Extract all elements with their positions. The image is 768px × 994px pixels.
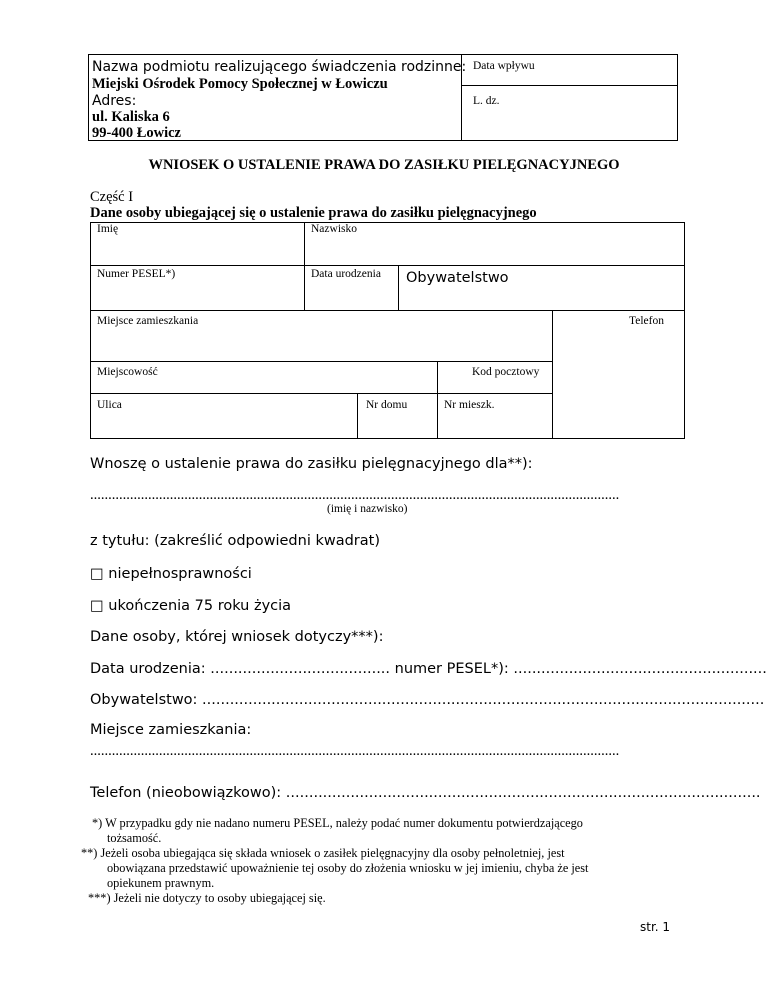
option-disability-checkbox[interactable]: □ niepełnosprawności [90, 566, 252, 582]
part-heading: Dane osoby ubiegającej się o ustalenie prawa do zasiłku pielęgnacyjnego [90, 205, 537, 221]
footnote-1: *) W przypadku gdy nie nadano numeru PESEL, należy podać numer dokumentu potwierdzającego [92, 816, 583, 830]
table-vline [552, 310, 553, 439]
footnote-1-cont: tożsamość. [107, 831, 162, 845]
address-label: Adres: [92, 93, 137, 109]
table-hline [90, 393, 552, 394]
address-city: 99-400 Łowicz [92, 125, 181, 141]
residence-dots-line[interactable]: .................................................................................................................................................. [90, 743, 620, 759]
person-data-intro: Dane osoby, której wniosek dotyczy***): [90, 629, 384, 645]
table-vline [398, 265, 399, 310]
date-received-label: Data wpływu [473, 60, 535, 72]
street-label: Ulica [97, 399, 122, 411]
pesel-label: Numer PESEL*) [97, 268, 176, 280]
postal-code-label: Kod pocztowy [472, 366, 540, 378]
address-street: ul. Kaliska 6 [92, 109, 170, 125]
registration-divider [461, 85, 678, 86]
residence-line-label: Miejsce zamieszkania: [90, 722, 252, 738]
footnote-2-cont: opiekunem prawnym. [107, 876, 215, 890]
table-vline [304, 222, 305, 310]
name-dots-line[interactable]: .................................................................................................................................................. [90, 487, 620, 503]
entity-name: Miejski Ośrodek Pomocy Społecznej w Łowiczu [92, 76, 388, 92]
part-label: Część I [90, 189, 134, 205]
reason-intro: z tytułu: (zakreślić odpowiedni kwadrat) [90, 533, 380, 549]
footnote-2: **) Jeżeli osoba ubiegająca się składa wniosek o zasiłek pielęgnacyjny dla osoby pełnoletniej, jest [81, 846, 565, 860]
residence-label: Miejsce zamieszkania [97, 315, 199, 327]
reg-number-label: L. dz. [473, 95, 500, 107]
phone-line[interactable]: Telefon (nieobowiązkowo): ....................................................................................................... [90, 785, 761, 801]
page-number: str. 1 [640, 920, 671, 934]
form-title: WNIOSEK O USTALENIE PRAWA DO ZASIŁKU PIELĘGNACYJNEGO [148, 157, 620, 173]
option-age-checkbox[interactable]: □ ukończenia 75 roku życia [90, 598, 292, 614]
locality-label: Miejscowość [97, 366, 158, 378]
flat-no-label: Nr mieszk. [444, 399, 495, 411]
citizenship-label: Obywatelstwo [406, 270, 509, 286]
citizenship-line[interactable]: Obywatelstwo: .......................................................................................................................... [90, 692, 765, 708]
table-hline [90, 361, 552, 362]
last-name-label: Nazwisko [311, 223, 357, 235]
table-vline [357, 393, 358, 439]
footnote-2-cont: obowiązana przedstawić upoważnienie tej osoby do złożenia wniosku w jej imieniu, chyba że jest [107, 861, 589, 875]
table-hline [90, 265, 685, 266]
phone-label: Telefon [629, 315, 664, 327]
table-vline [437, 361, 438, 439]
entity-label: Nazwa podmiotu realizującego świadczenia rodzinne: [92, 59, 467, 75]
birth-pesel-line[interactable]: Data urodzenia: ....................................... numer PESEL*): ....................................................... [90, 661, 767, 677]
name-caption: (imię i nazwisko) [327, 503, 408, 515]
request-intro: Wnoszę o ustalenie prawa do zasiłku pielęgnacyjnego dla**): [90, 456, 533, 472]
table-hline [90, 310, 685, 311]
house-no-label: Nr domu [366, 399, 408, 411]
first-name-label: Imię [97, 223, 119, 235]
birth-date-label: Data urodzenia [311, 268, 381, 280]
footnote-3: ***) Jeżeli nie dotyczy to osoby ubiegającej się. [88, 891, 326, 905]
